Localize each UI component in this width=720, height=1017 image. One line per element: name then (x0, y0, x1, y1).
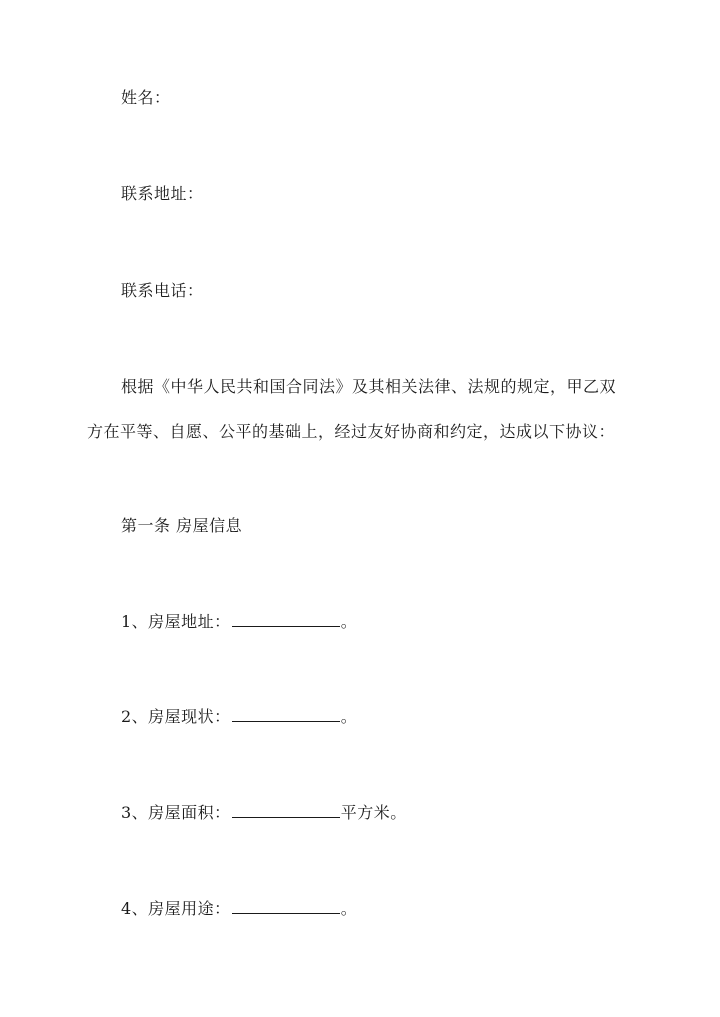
item-suffix: 。 (340, 899, 358, 918)
item-label: 1、房屋地址： (121, 612, 231, 631)
preamble-line-1: 根据《中华人民共和国合同法》及其相关法律、法规的规定，甲乙双 (121, 377, 617, 396)
item-label: 3、房屋面积： (121, 803, 231, 822)
fill-in-blank[interactable] (232, 707, 340, 722)
address-label: 联系地址： (121, 184, 204, 203)
fill-in-blank[interactable] (232, 803, 340, 818)
item-label: 2、房屋现状： (121, 707, 231, 726)
item-suffix: 。 (340, 612, 358, 631)
preamble-line-2: 方在平等、自愿、公平的基础上，经过友好协商和约定，达成以下协议： (87, 422, 616, 441)
article-1-heading: 第一条 房屋信息 (121, 516, 243, 535)
article-item-4 (121, 899, 357, 919)
article-item-3 (121, 803, 407, 823)
item-suffix: 。 (340, 707, 358, 726)
phone-label: 联系电话： (121, 281, 204, 300)
article-item-2 (121, 707, 357, 727)
item-label: 4、房屋用途： (121, 899, 231, 918)
name-label: 姓名： (121, 88, 171, 107)
fill-in-blank[interactable] (232, 612, 340, 627)
article-item-1 (121, 612, 357, 632)
fill-in-blank[interactable] (232, 899, 340, 914)
item-suffix: 平方米。 (340, 803, 407, 822)
